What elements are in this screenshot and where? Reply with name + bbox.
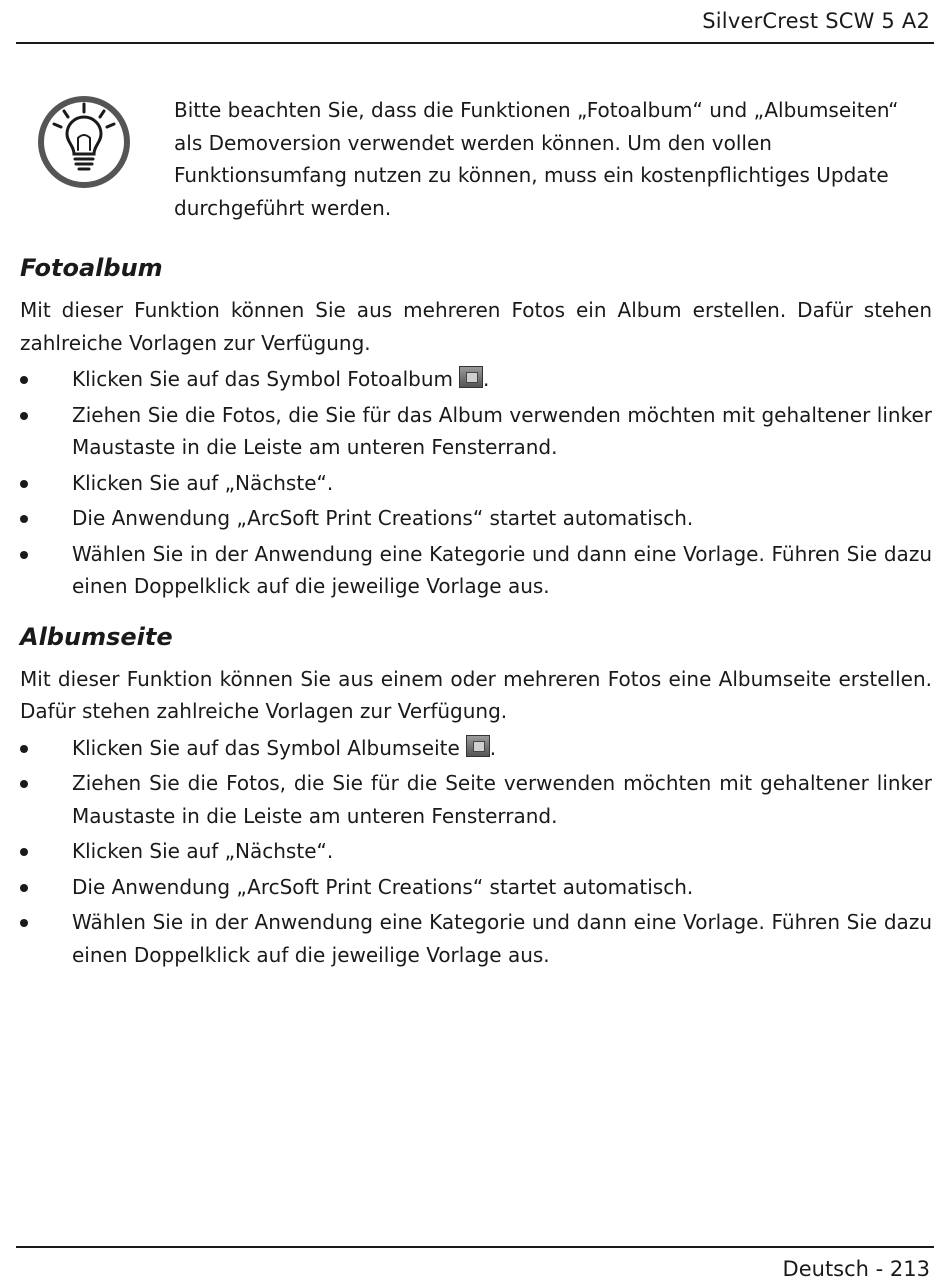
list-item — [20, 767, 932, 832]
list-item — [20, 538, 932, 603]
list-item-text: Wählen Sie in der Anwendung eine Kategorie und dann eine Vorlage. Führen Sie dazu einen Doppelklick auf die jeweilige Vorlage aus. — [72, 541, 932, 598]
main-content — [20, 248, 932, 971]
list-item — [20, 363, 932, 396]
page-number: Deutsch - 213 — [782, 1257, 930, 1281]
list-item — [20, 467, 932, 500]
bullet-icon — [20, 919, 28, 927]
album-page-symbol-icon — [466, 735, 490, 757]
section-fotoalbum — [20, 248, 932, 603]
section-intro: Mit dieser Funktion können Sie aus einem oder mehreren Fotos eine Albumseite erstellen. Dafür stehen zahlreiche Vorlagen zur Verfügung. — [20, 666, 932, 723]
list-item — [20, 399, 932, 464]
page-header — [16, 0, 934, 44]
list-item — [20, 502, 932, 535]
bullet-icon — [20, 884, 28, 892]
page-footer — [16, 1246, 934, 1287]
list-item-suffix: . — [483, 367, 490, 391]
bullet-icon — [20, 480, 28, 488]
list-item-text: Klicken Sie auf „Nächste“. — [72, 839, 334, 863]
bullet-icon — [20, 515, 28, 523]
bullet-icon — [20, 551, 28, 559]
list-item-text: Ziehen Sie die Fotos, die Sie für das Album verwenden möchten mit gehaltener linker Maustaste in die Leiste am unteren Fensterrand. — [72, 402, 932, 459]
bullet-icon — [20, 780, 28, 788]
list-item-text: Klicken Sie auf „Nächste“. — [72, 470, 334, 495]
list-item — [20, 871, 932, 904]
instruction-list — [20, 363, 932, 603]
list-item — [20, 835, 932, 868]
bullet-icon — [20, 376, 28, 384]
section-heading: Albumseite — [20, 622, 173, 651]
section-heading: Fotoalbum — [20, 254, 163, 282]
photo-album-symbol-icon — [459, 366, 483, 388]
list-item — [20, 906, 932, 971]
list-item-text: Die Anwendung „ArcSoft Print Creations“ startet automatisch. — [72, 874, 694, 899]
list-item-suffix: . — [489, 735, 497, 760]
bullet-icon — [20, 848, 28, 856]
list-item-text: Ziehen Sie die Fotos, die Sie für die Seite verwenden möchten mit gehaltener linker Maustaste in die Leiste am unteren Fensterrand. — [72, 771, 932, 828]
list-item-text: Wählen Sie in der Anwendung eine Kategorie und dann eine Vorlage. Führen Sie dazu einen Doppelklick auf die jeweilige Vorlage aus. — [72, 910, 932, 967]
header-title: SilverCrest SCW 5 A2 — [702, 9, 930, 33]
instruction-list — [20, 732, 932, 972]
section-albumseite — [20, 617, 932, 972]
note-text: Bitte beachten Sie, dass die Funktionen „Fotoalbum“ und „Albumseiten“ als Demoversion verwendet werden können. Um den vollen Funktionsumfang nutzen zu können, muss ein kostenpflichtiges Update durchgeführt werden. — [174, 98, 899, 220]
list-item-text: Klicken Sie auf das Symbol Fotoalbum — [72, 367, 454, 391]
list-item — [20, 732, 932, 765]
list-item-text: Die Anwendung „ArcSoft Print Creations“ startet automatisch. — [72, 506, 694, 530]
note-box — [34, 92, 934, 220]
lightbulb-icon — [34, 92, 134, 192]
list-item-text: Klicken Sie auf das Symbol Albumseite — [72, 735, 460, 760]
section-intro: Mit dieser Funktion können Sie aus mehreren Fotos ein Album erstellen. Dafür stehen zahlreiche Vorlagen zur Verfügung. — [20, 298, 932, 355]
bullet-icon — [20, 745, 28, 753]
bullet-icon — [20, 412, 28, 420]
